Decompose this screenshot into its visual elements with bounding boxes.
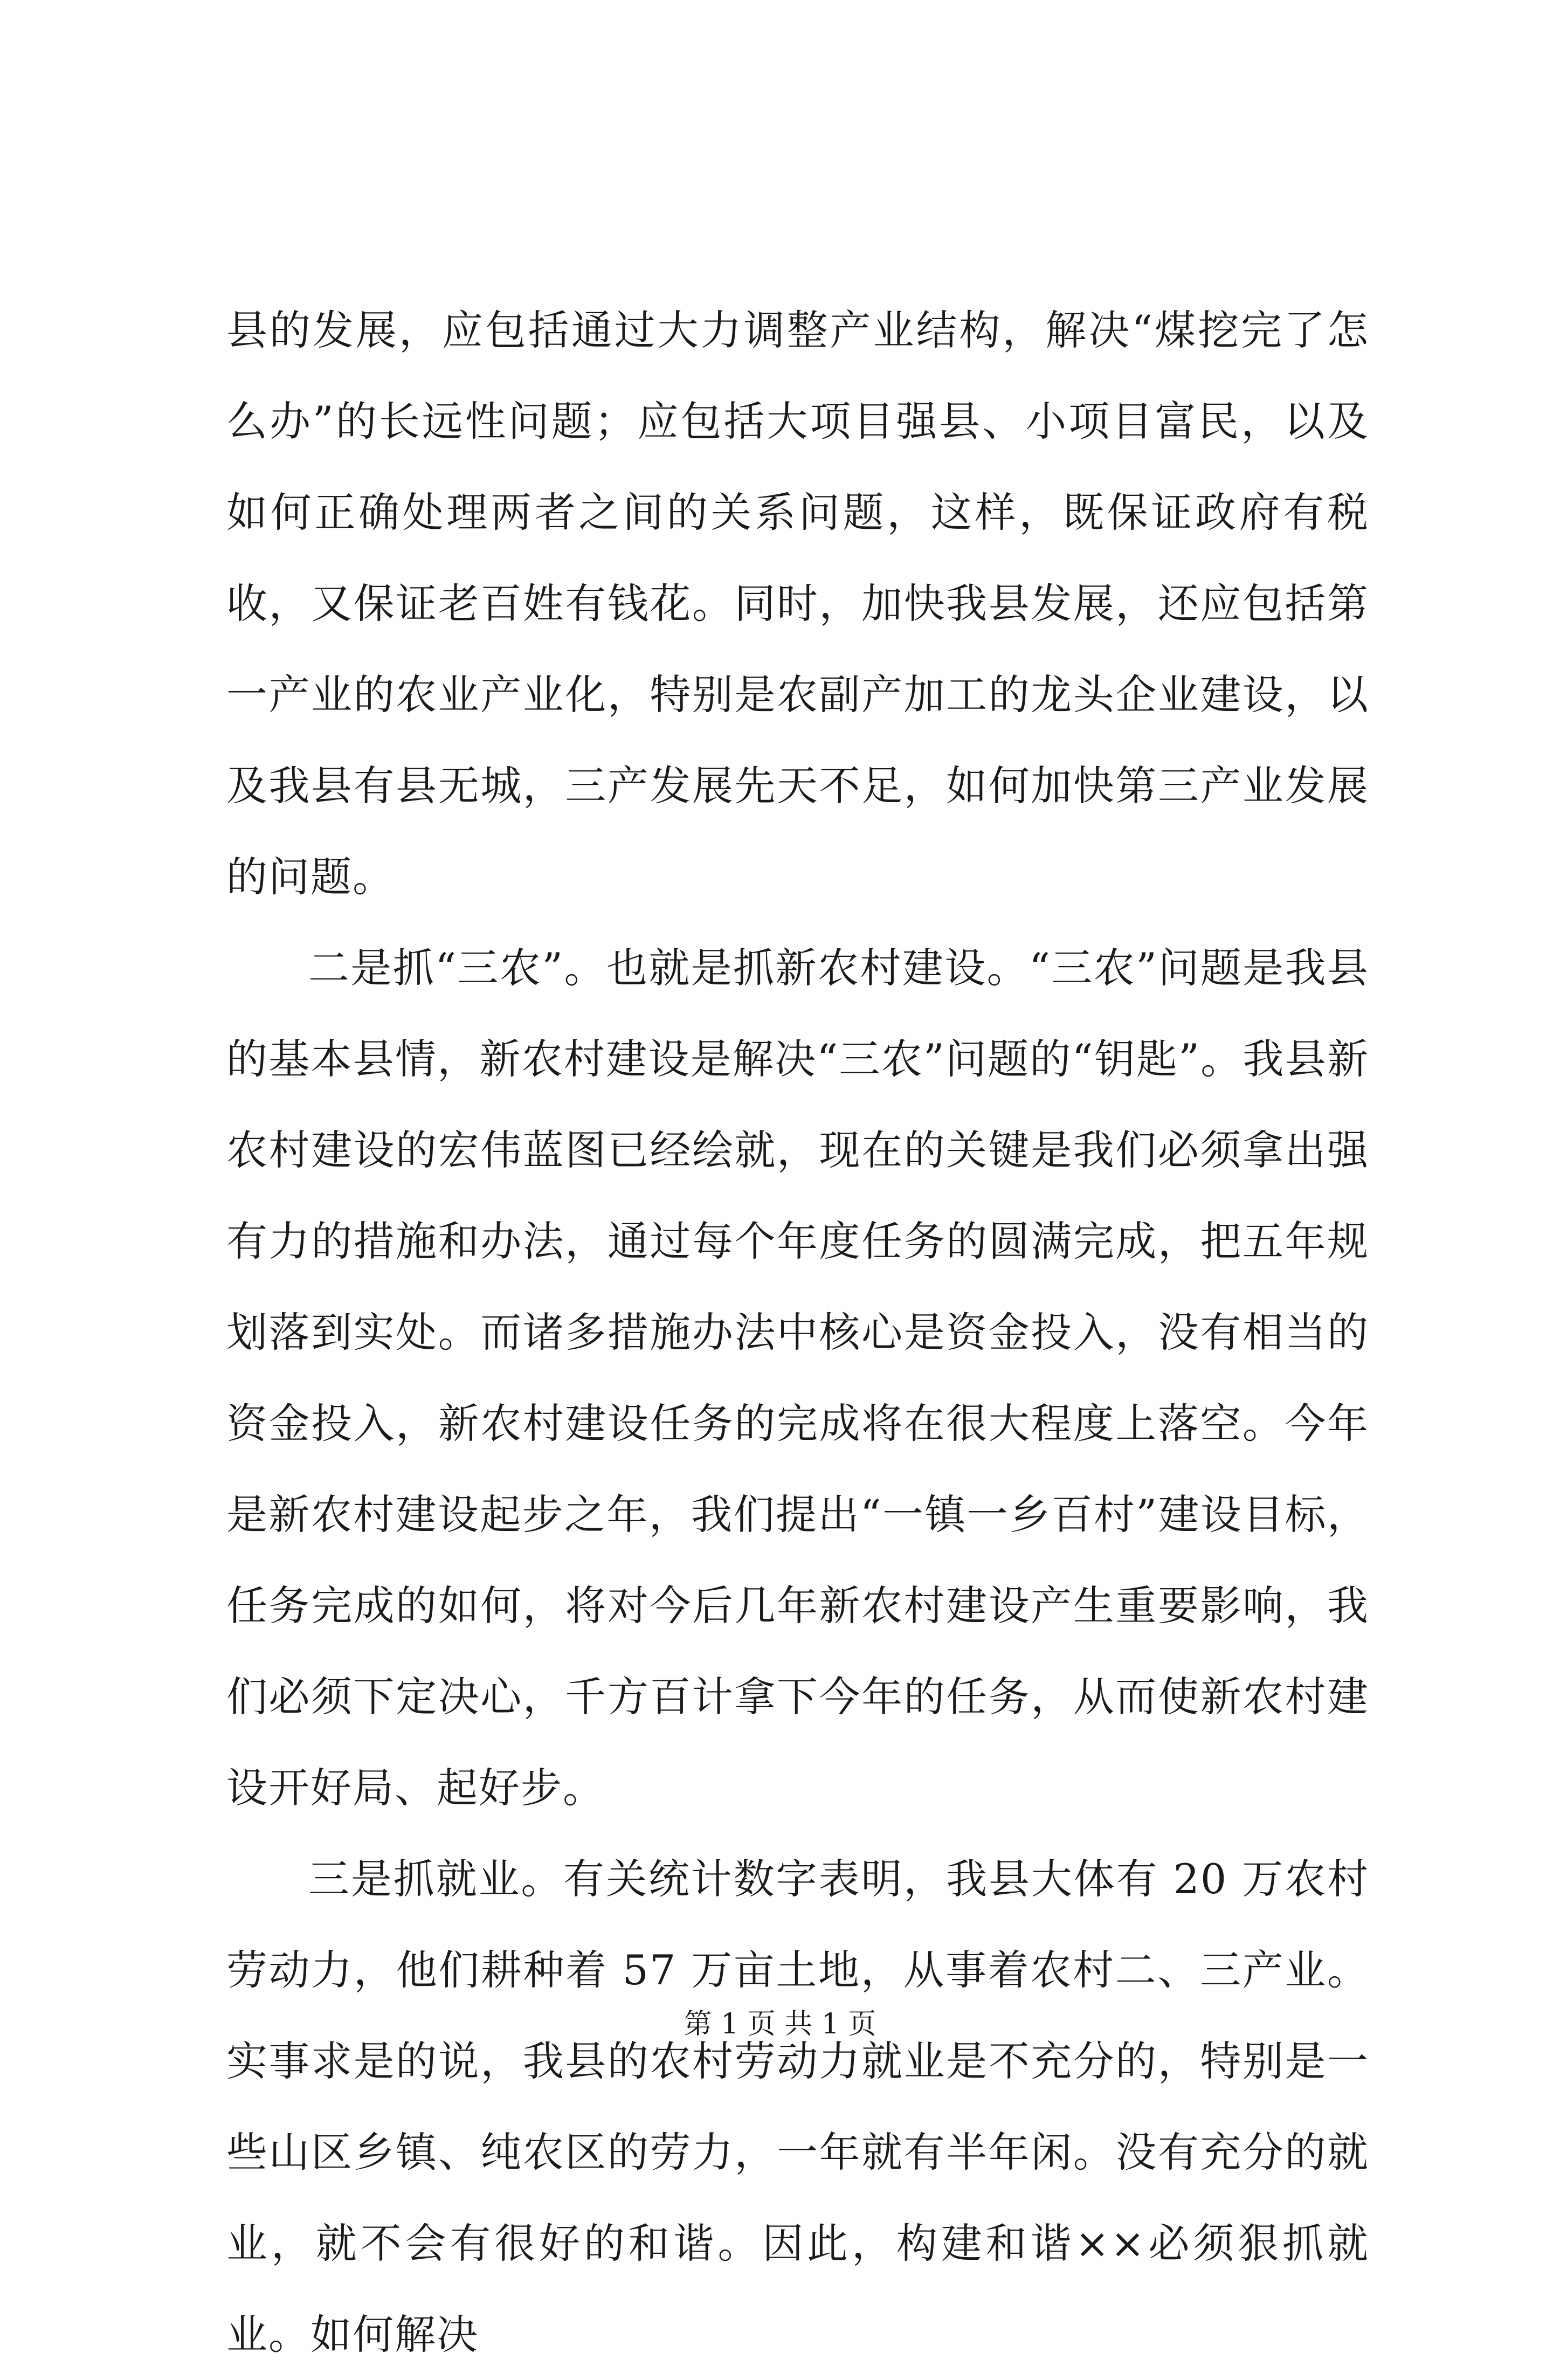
document-body (226, 285, 1369, 2380)
page-footer: 第 1 页 共 1 页 (684, 2008, 876, 2040)
paragraph-3: 三是抓就业。有关统计数字表明，我县大体有 20 万农村劳动力，他们耕种着 57 万亩土地，从事着农村二、三产业。实事求是的说，我县的农村劳动力就业是不充分的，特别是一些山区乡镇、纯农区的劳力，一年就有半年闲。没有充分的就业，就不会有很好的和谐。因此，构建和谐××必须狠抓就业。如何解决 (226, 1855, 1369, 2358)
paragraph-1: 县的发展，应包括通过大力调整产业结构，解决“煤挖完了怎么办”的长远性问题；应包括大项目强县、小项目富民，以及如何正确处理两者之间的关系问题，这样，既保证政府有税收，又保证老百姓有钱花。同时，加快我县发展，还应包括第一产业的农业产业化，特别是农副产加工的龙头企业建设，以及我县有县无城，三产发展先天不足，如何加快第三产业发展的问题。 (226, 306, 1369, 901)
paragraph-2: 二是抓“三农”。也就是抓新农村建设。“三农”问题是我县的基本县情，新农村建设是解决“三农”问题的“钥匙”。我县新农村建设的宏伟蓝图已经绘就，现在的关键是我们必须拿出强有力的措施和办法，通过每个年度任务的圆满完成，把五年规划落到实处。而诸多措施办法中核心是资金投入，没有相当的资金投入，新农村建设任务的完成将在很大程度上落空。今年是新农村建设起步之年，我们提出“一镇一乡百村”建设目标，任务完成的如何，将对今后几年新农村建设产生重要影响，我们必须下定决心，千方百计拿下今年的任务，从而使新农村建设开好局、起好步。 (226, 944, 1369, 1812)
